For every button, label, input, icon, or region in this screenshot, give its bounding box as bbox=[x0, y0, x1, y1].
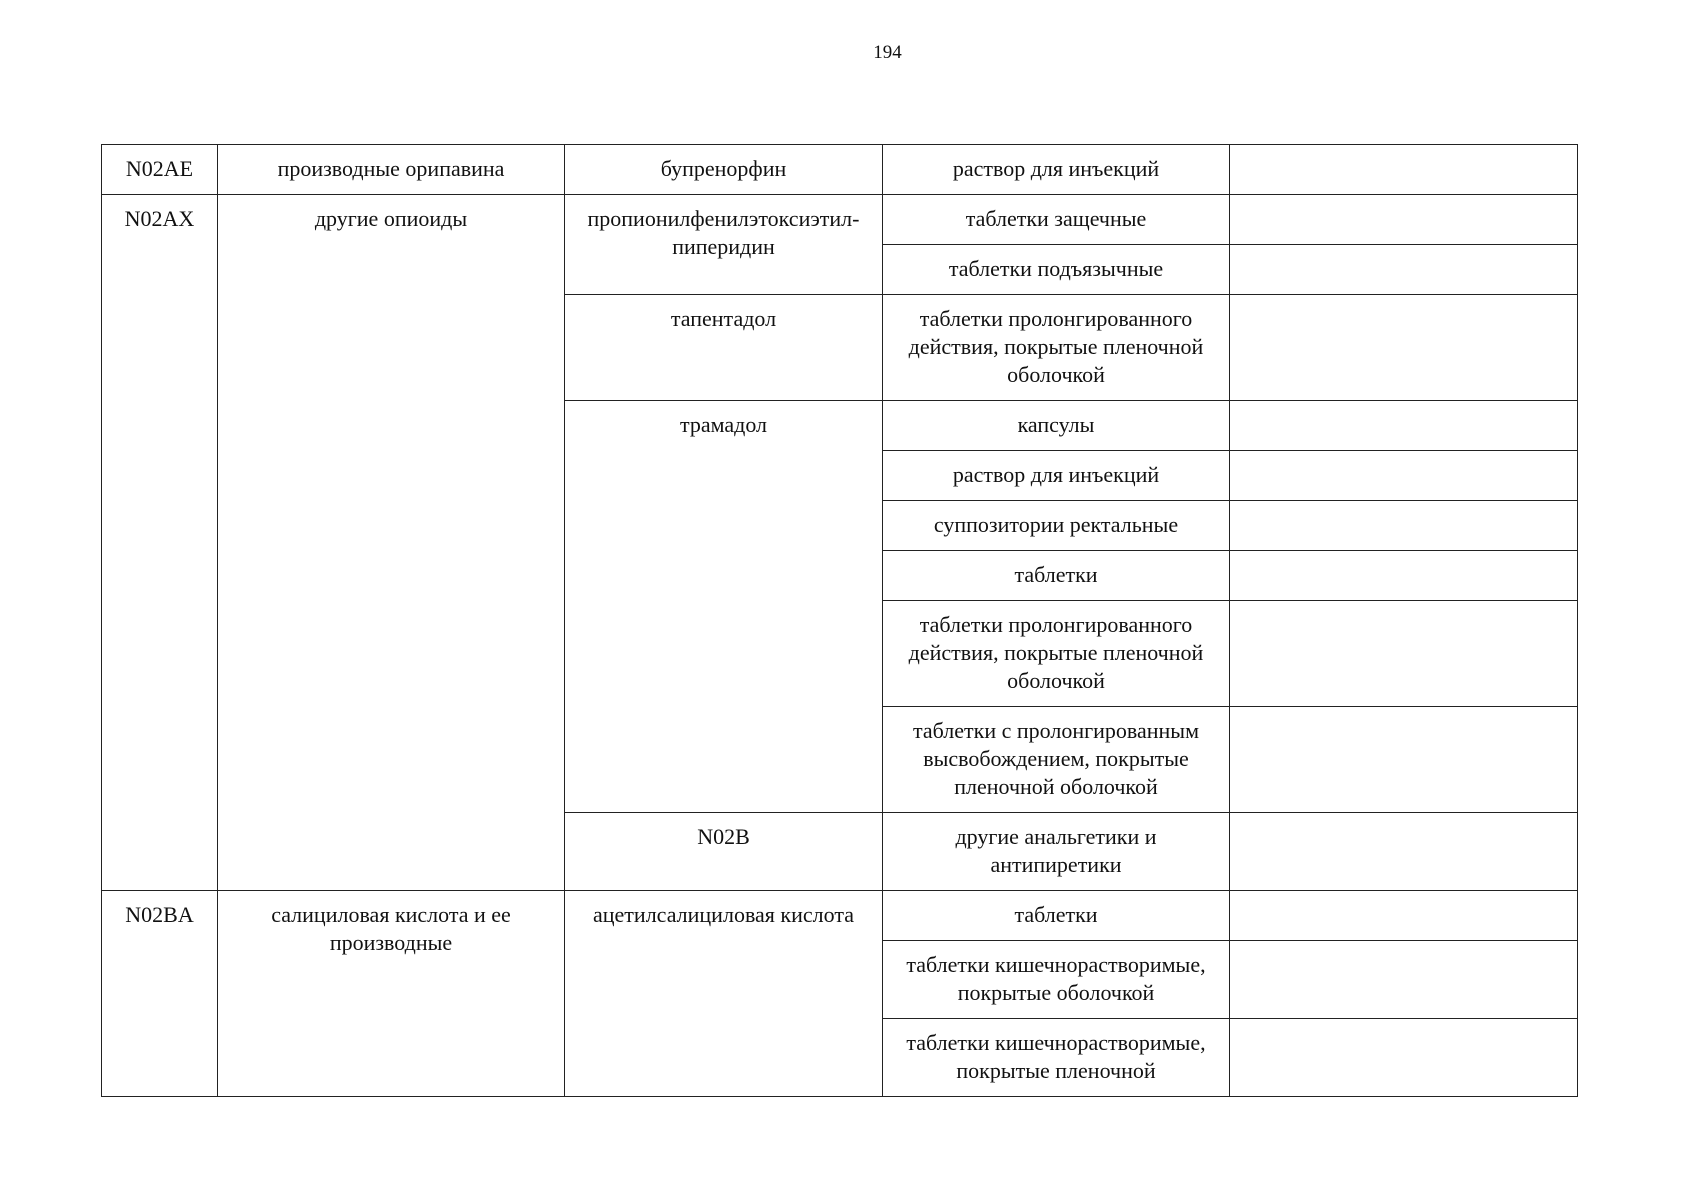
note-cell bbox=[1230, 295, 1578, 401]
atc-code-cell: N02AE bbox=[102, 145, 218, 195]
group-cell: производные орипавина bbox=[218, 145, 565, 195]
atc-code-cell: N02BA bbox=[102, 891, 218, 1097]
group-cell: другие анальгетики и антипиретики bbox=[883, 813, 1230, 891]
note-cell bbox=[1230, 195, 1578, 245]
note-cell bbox=[1230, 551, 1578, 601]
dosage-form-cell: таблетки подъязычные bbox=[883, 245, 1230, 295]
page-number: 194 bbox=[873, 42, 902, 63]
dosage-form-cell: таблетки пролонгированного действия, покрытые пленочной оболочкой bbox=[883, 295, 1230, 401]
substance-cell: бупренорфин bbox=[565, 145, 883, 195]
table-row bbox=[102, 195, 1578, 245]
note-cell bbox=[1230, 1019, 1578, 1097]
substance-cell: ацетилсалициловая кислота bbox=[565, 891, 883, 1097]
table-row bbox=[102, 891, 1578, 941]
note-cell bbox=[1230, 145, 1578, 195]
substance-cell: трамадол bbox=[565, 401, 883, 813]
dosage-form-cell: капсулы bbox=[883, 401, 1230, 451]
dosage-form-cell: таблетки кишечнорастворимые, покрытые оболочкой bbox=[883, 941, 1230, 1019]
dosage-form-cell: раствор для инъекций bbox=[883, 451, 1230, 501]
table-row bbox=[102, 145, 1578, 195]
substance-cell bbox=[1230, 813, 1578, 891]
note-cell bbox=[1230, 401, 1578, 451]
group-cell: другие опиоиды bbox=[218, 195, 565, 891]
note-cell bbox=[1230, 451, 1578, 501]
dosage-form-cell: таблетки кишечнорастворимые, покрытые пленочной bbox=[883, 1019, 1230, 1097]
note-cell bbox=[1230, 501, 1578, 551]
atc-code-cell: N02B bbox=[565, 813, 883, 891]
dosage-form-cell: таблетки пролонгированного действия, покрытые пленочной оболочкой bbox=[883, 601, 1230, 707]
dosage-form-cell: таблетки bbox=[883, 551, 1230, 601]
note-cell bbox=[1230, 601, 1578, 707]
substance-cell: пропионилфенилэтоксиэтилпиперидин bbox=[565, 195, 883, 295]
drug-table bbox=[101, 144, 1578, 1097]
atc-code-cell: N02AX bbox=[102, 195, 218, 891]
dosage-form-cell: таблетки bbox=[883, 891, 1230, 941]
dosage-form-cell: раствор для инъекций bbox=[883, 145, 1230, 195]
note-cell bbox=[1230, 707, 1578, 813]
note-cell bbox=[1230, 941, 1578, 1019]
group-cell: салициловая кислота и ее производные bbox=[218, 891, 565, 1097]
dosage-form-cell: суппозитории ректальные bbox=[883, 501, 1230, 551]
dosage-form-cell: таблетки с пролонгированным высвобождением, покрытые пленочной оболочкой bbox=[883, 707, 1230, 813]
dosage-form-cell: таблетки защечные bbox=[883, 195, 1230, 245]
substance-cell: тапентадол bbox=[565, 295, 883, 401]
note-cell bbox=[1230, 245, 1578, 295]
note-cell bbox=[1230, 891, 1578, 941]
